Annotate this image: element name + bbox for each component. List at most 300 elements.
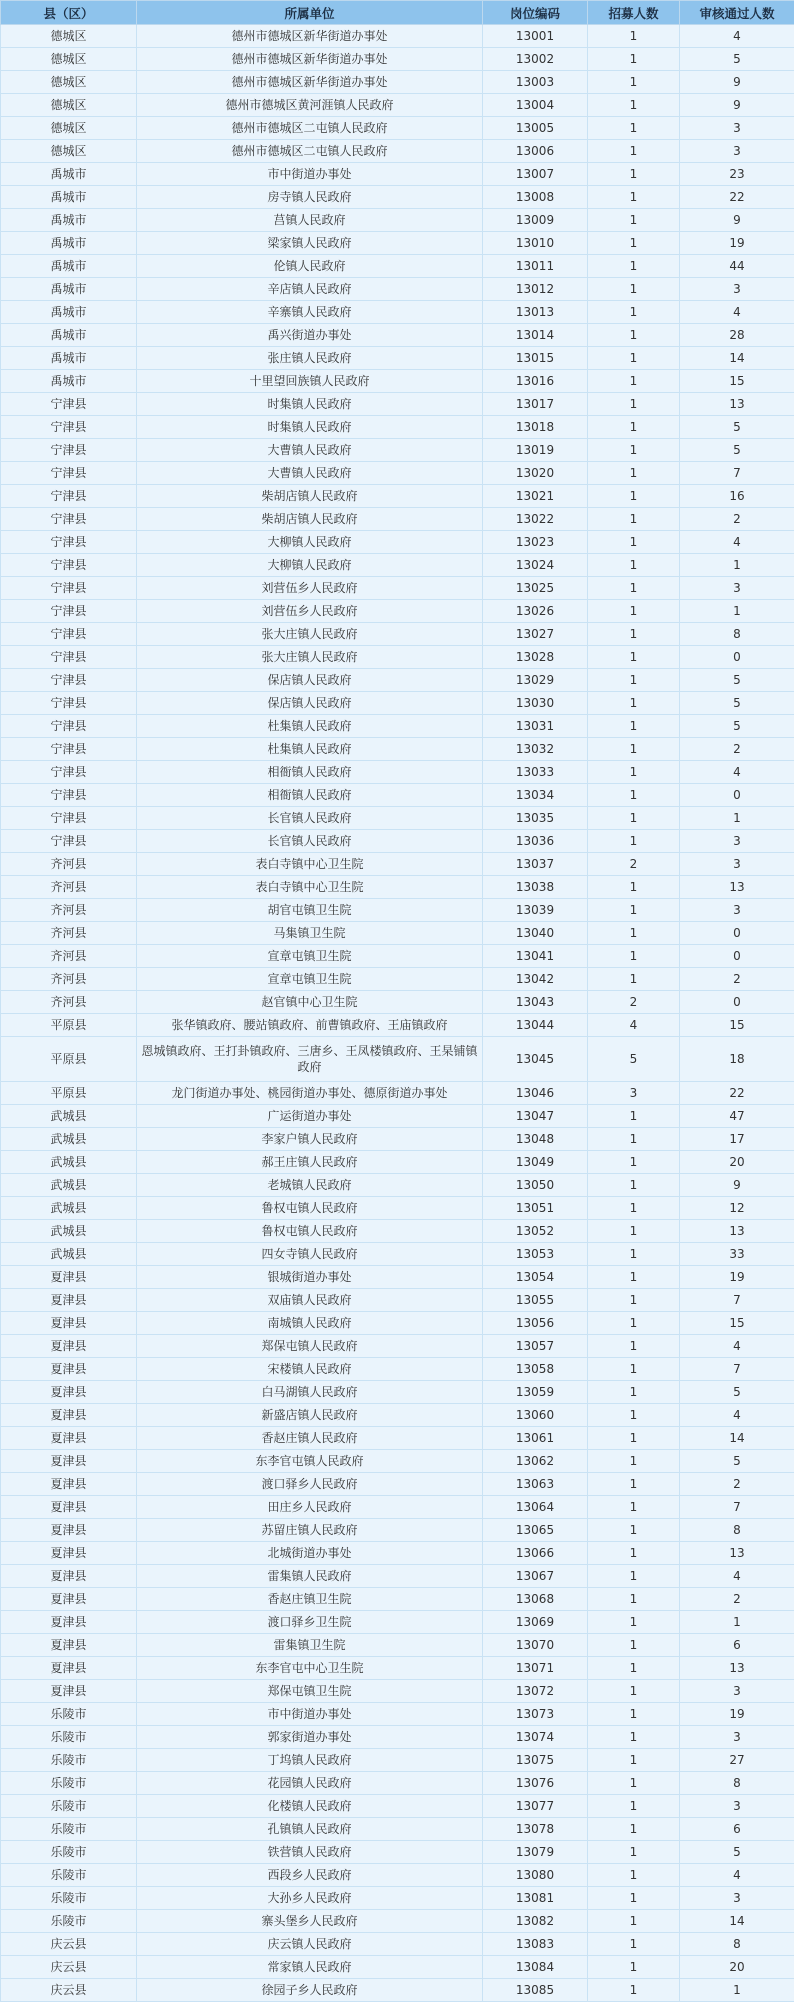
table-row [1, 25, 794, 48]
cell-approved-count: 4 [680, 25, 794, 48]
cell-post-code: 13040 [483, 922, 588, 945]
cell-approved-count: 19 [680, 1266, 794, 1289]
cell-recruit-count: 1 [588, 209, 680, 232]
cell-county: 夏津县 [1, 1404, 137, 1427]
cell-recruit-count: 1 [588, 577, 680, 600]
cell-county: 乐陵市 [1, 1795, 137, 1818]
table-row [1, 393, 794, 416]
cell-approved-count: 28 [680, 324, 794, 347]
cell-post-code: 13001 [483, 25, 588, 48]
cell-post-code: 13010 [483, 232, 588, 255]
cell-county: 禹城市 [1, 232, 137, 255]
cell-post-code: 13025 [483, 577, 588, 600]
table-row [1, 1197, 794, 1220]
cell-recruit-count: 1 [588, 600, 680, 623]
header-recruit-count: 招募人数 [588, 1, 680, 25]
cell-post-code: 13030 [483, 692, 588, 715]
cell-recruit-count: 1 [588, 531, 680, 554]
cell-unit: 禹兴街道办事处 [137, 324, 483, 347]
cell-unit: 大曹镇人民政府 [137, 439, 483, 462]
cell-approved-count: 14 [680, 1427, 794, 1450]
cell-county: 禹城市 [1, 186, 137, 209]
cell-post-code: 13083 [483, 1933, 588, 1956]
table-row [1, 600, 794, 623]
cell-recruit-count: 1 [588, 94, 680, 117]
cell-post-code: 13004 [483, 94, 588, 117]
cell-county: 夏津县 [1, 1680, 137, 1703]
cell-recruit-count: 1 [588, 1979, 680, 2002]
table-row [1, 1841, 794, 1864]
cell-county: 平原县 [1, 1082, 137, 1105]
cell-county: 武城县 [1, 1174, 137, 1197]
cell-county: 夏津县 [1, 1289, 137, 1312]
cell-approved-count: 0 [680, 922, 794, 945]
cell-unit: 长官镇人民政府 [137, 830, 483, 853]
table-row [1, 1910, 794, 1933]
table-row [1, 1335, 794, 1358]
table-row [1, 1473, 794, 1496]
cell-approved-count: 18 [680, 1037, 794, 1082]
table-row [1, 1312, 794, 1335]
table-row [1, 1726, 794, 1749]
cell-county: 宁津县 [1, 807, 137, 830]
cell-recruit-count: 1 [588, 301, 680, 324]
cell-recruit-count: 1 [588, 554, 680, 577]
table-row [1, 370, 794, 393]
cell-approved-count: 13 [680, 1542, 794, 1565]
cell-recruit-count: 1 [588, 1795, 680, 1818]
cell-unit: 郭家街道办事处 [137, 1726, 483, 1749]
cell-unit: 杜集镇人民政府 [137, 715, 483, 738]
cell-approved-count: 0 [680, 646, 794, 669]
cell-post-code: 13053 [483, 1243, 588, 1266]
cell-post-code: 13070 [483, 1634, 588, 1657]
cell-approved-count: 23 [680, 163, 794, 186]
cell-recruit-count: 1 [588, 1565, 680, 1588]
cell-unit: 香赵庄镇人民政府 [137, 1427, 483, 1450]
cell-post-code: 13009 [483, 209, 588, 232]
table-row [1, 1749, 794, 1772]
cell-approved-count: 8 [680, 1519, 794, 1542]
cell-approved-count: 13 [680, 1657, 794, 1680]
cell-county: 宁津县 [1, 439, 137, 462]
cell-post-code: 13017 [483, 393, 588, 416]
cell-county: 宁津县 [1, 416, 137, 439]
cell-unit: 田庄乡人民政府 [137, 1496, 483, 1519]
cell-county: 宁津县 [1, 830, 137, 853]
table-row [1, 347, 794, 370]
cell-unit: 刘营伍乡人民政府 [137, 600, 483, 623]
cell-post-code: 13073 [483, 1703, 588, 1726]
cell-unit: 双庙镇人民政府 [137, 1289, 483, 1312]
cell-recruit-count: 1 [588, 232, 680, 255]
table-row [1, 1887, 794, 1910]
cell-county: 齐河县 [1, 876, 137, 899]
cell-post-code: 13013 [483, 301, 588, 324]
cell-approved-count: 5 [680, 439, 794, 462]
cell-unit: 张大庄镇人民政府 [137, 646, 483, 669]
cell-unit: 四女寺镇人民政府 [137, 1243, 483, 1266]
cell-post-code: 13002 [483, 48, 588, 71]
cell-post-code: 13049 [483, 1151, 588, 1174]
table-row [1, 1404, 794, 1427]
cell-unit: 白马湖镇人民政府 [137, 1381, 483, 1404]
cell-county: 宁津县 [1, 600, 137, 623]
table-row [1, 1151, 794, 1174]
cell-post-code: 13038 [483, 876, 588, 899]
cell-recruit-count: 1 [588, 1910, 680, 1933]
cell-unit: 宣章屯镇卫生院 [137, 968, 483, 991]
cell-post-code: 13031 [483, 715, 588, 738]
cell-approved-count: 5 [680, 1450, 794, 1473]
cell-recruit-count: 1 [588, 48, 680, 71]
cell-post-code: 13076 [483, 1772, 588, 1795]
cell-recruit-count: 1 [588, 899, 680, 922]
table-row [1, 1289, 794, 1312]
cell-post-code: 13021 [483, 485, 588, 508]
cell-approved-count: 5 [680, 1381, 794, 1404]
cell-post-code: 13028 [483, 646, 588, 669]
cell-approved-count: 3 [680, 853, 794, 876]
cell-unit: 郑保屯镇人民政府 [137, 1335, 483, 1358]
table-row [1, 577, 794, 600]
table-row [1, 1611, 794, 1634]
table-row [1, 876, 794, 899]
cell-unit: 十里望回族镇人民政府 [137, 370, 483, 393]
cell-approved-count: 2 [680, 508, 794, 531]
cell-approved-count: 2 [680, 1588, 794, 1611]
cell-post-code: 13085 [483, 1979, 588, 2002]
table-row [1, 1519, 794, 1542]
cell-recruit-count: 1 [588, 1749, 680, 1772]
table-row [1, 1266, 794, 1289]
table-row [1, 715, 794, 738]
cell-approved-count: 19 [680, 232, 794, 255]
table-row [1, 117, 794, 140]
cell-county: 齐河县 [1, 968, 137, 991]
table-row [1, 301, 794, 324]
cell-recruit-count: 1 [588, 807, 680, 830]
cell-recruit-count: 1 [588, 1933, 680, 1956]
cell-approved-count: 1 [680, 807, 794, 830]
header-county: 县（区） [1, 1, 137, 25]
cell-recruit-count: 1 [588, 1956, 680, 1979]
cell-approved-count: 2 [680, 738, 794, 761]
cell-unit: 马集镇卫生院 [137, 922, 483, 945]
cell-unit: 徐园子乡人民政府 [137, 1979, 483, 2002]
table-row [1, 1795, 794, 1818]
cell-approved-count: 5 [680, 416, 794, 439]
cell-recruit-count: 1 [588, 1243, 680, 1266]
cell-post-code: 13033 [483, 761, 588, 784]
cell-post-code: 13026 [483, 600, 588, 623]
cell-approved-count: 3 [680, 278, 794, 301]
cell-approved-count: 14 [680, 347, 794, 370]
cell-county: 夏津县 [1, 1381, 137, 1404]
cell-county: 宁津县 [1, 669, 137, 692]
cell-approved-count: 17 [680, 1128, 794, 1151]
table-row [1, 71, 794, 94]
table-row [1, 1105, 794, 1128]
cell-county: 乐陵市 [1, 1749, 137, 1772]
cell-approved-count: 20 [680, 1956, 794, 1979]
cell-post-code: 13056 [483, 1312, 588, 1335]
cell-county: 宁津县 [1, 761, 137, 784]
cell-recruit-count: 1 [588, 1473, 680, 1496]
cell-unit: 新盛店镇人民政府 [137, 1404, 483, 1427]
cell-county: 乐陵市 [1, 1887, 137, 1910]
cell-county: 夏津县 [1, 1266, 137, 1289]
cell-post-code: 13035 [483, 807, 588, 830]
cell-post-code: 13079 [483, 1841, 588, 1864]
table-row [1, 1450, 794, 1473]
cell-county: 平原县 [1, 1037, 137, 1082]
cell-county: 夏津县 [1, 1312, 137, 1335]
cell-county: 宁津县 [1, 531, 137, 554]
table-row [1, 232, 794, 255]
cell-post-code: 13084 [483, 1956, 588, 1979]
cell-approved-count: 7 [680, 1496, 794, 1519]
cell-county: 齐河县 [1, 922, 137, 945]
cell-post-code: 13050 [483, 1174, 588, 1197]
cell-county: 禹城市 [1, 209, 137, 232]
cell-county: 齐河县 [1, 991, 137, 1014]
cell-unit: 郝王庄镇人民政府 [137, 1151, 483, 1174]
cell-approved-count: 8 [680, 1933, 794, 1956]
cell-approved-count: 19 [680, 1703, 794, 1726]
cell-approved-count: 22 [680, 186, 794, 209]
cell-unit: 辛店镇人民政府 [137, 278, 483, 301]
cell-unit: 张华镇政府、腰站镇政府、前曹镇政府、王庙镇政府 [137, 1014, 483, 1037]
cell-post-code: 13036 [483, 830, 588, 853]
table-row [1, 439, 794, 462]
cell-recruit-count: 1 [588, 669, 680, 692]
header-unit: 所属单位 [137, 1, 483, 25]
table-row [1, 991, 794, 1014]
cell-approved-count: 16 [680, 485, 794, 508]
cell-recruit-count: 1 [588, 945, 680, 968]
cell-county: 乐陵市 [1, 1772, 137, 1795]
cell-post-code: 13081 [483, 1887, 588, 1910]
cell-post-code: 13046 [483, 1082, 588, 1105]
cell-post-code: 13057 [483, 1335, 588, 1358]
cell-county: 乐陵市 [1, 1864, 137, 1887]
table-row [1, 1680, 794, 1703]
cell-county: 宁津县 [1, 715, 137, 738]
cell-county: 齐河县 [1, 945, 137, 968]
cell-county: 乐陵市 [1, 1726, 137, 1749]
cell-unit: 东李官屯镇人民政府 [137, 1450, 483, 1473]
cell-county: 武城县 [1, 1151, 137, 1174]
cell-unit: 保店镇人民政府 [137, 692, 483, 715]
cell-post-code: 13014 [483, 324, 588, 347]
cell-unit: 铁营镇人民政府 [137, 1841, 483, 1864]
cell-recruit-count: 1 [588, 462, 680, 485]
table-row [1, 1588, 794, 1611]
cell-post-code: 13045 [483, 1037, 588, 1082]
table-row [1, 1014, 794, 1037]
cell-post-code: 13063 [483, 1473, 588, 1496]
table-row [1, 1381, 794, 1404]
cell-recruit-count: 1 [588, 738, 680, 761]
cell-unit: 大柳镇人民政府 [137, 554, 483, 577]
table-row [1, 324, 794, 347]
cell-county: 宁津县 [1, 646, 137, 669]
cell-approved-count: 9 [680, 209, 794, 232]
cell-approved-count: 3 [680, 1795, 794, 1818]
cell-unit: 时集镇人民政府 [137, 393, 483, 416]
cell-post-code: 13051 [483, 1197, 588, 1220]
cell-post-code: 13066 [483, 1542, 588, 1565]
table-row [1, 968, 794, 991]
table-row [1, 761, 794, 784]
cell-approved-count: 4 [680, 1565, 794, 1588]
cell-recruit-count: 1 [588, 1358, 680, 1381]
cell-county: 禹城市 [1, 278, 137, 301]
cell-post-code: 13018 [483, 416, 588, 439]
cell-recruit-count: 1 [588, 1266, 680, 1289]
cell-county: 庆云县 [1, 1956, 137, 1979]
cell-recruit-count: 1 [588, 1289, 680, 1312]
cell-recruit-count: 1 [588, 1105, 680, 1128]
cell-approved-count: 1 [680, 1979, 794, 2002]
cell-county: 德城区 [1, 140, 137, 163]
cell-approved-count: 0 [680, 991, 794, 1014]
cell-approved-count: 9 [680, 71, 794, 94]
table-row [1, 1634, 794, 1657]
cell-recruit-count: 1 [588, 922, 680, 945]
cell-unit: 莒镇人民政府 [137, 209, 483, 232]
cell-unit: 郑保屯镇卫生院 [137, 1680, 483, 1703]
cell-recruit-count: 1 [588, 370, 680, 393]
cell-county: 齐河县 [1, 853, 137, 876]
cell-unit: 老城镇人民政府 [137, 1174, 483, 1197]
table-row [1, 1565, 794, 1588]
table-body [1, 25, 794, 2002]
cell-post-code: 13011 [483, 255, 588, 278]
cell-county: 庆云县 [1, 1933, 137, 1956]
cell-post-code: 13012 [483, 278, 588, 301]
cell-county: 武城县 [1, 1197, 137, 1220]
cell-recruit-count: 1 [588, 255, 680, 278]
cell-recruit-count: 1 [588, 1519, 680, 1542]
cell-approved-count: 5 [680, 692, 794, 715]
cell-approved-count: 4 [680, 761, 794, 784]
cell-unit: 张庄镇人民政府 [137, 347, 483, 370]
cell-unit: 雷集镇卫生院 [137, 1634, 483, 1657]
cell-county: 夏津县 [1, 1657, 137, 1680]
cell-approved-count: 44 [680, 255, 794, 278]
cell-county: 宁津县 [1, 393, 137, 416]
cell-approved-count: 3 [680, 1726, 794, 1749]
cell-recruit-count: 1 [588, 186, 680, 209]
cell-post-code: 13047 [483, 1105, 588, 1128]
cell-county: 乐陵市 [1, 1910, 137, 1933]
cell-recruit-count: 1 [588, 761, 680, 784]
cell-unit: 德州市德城区新华街道办事处 [137, 71, 483, 94]
cell-unit: 渡口驿乡卫生院 [137, 1611, 483, 1634]
cell-unit: 化楼镇人民政府 [137, 1795, 483, 1818]
cell-county: 夏津县 [1, 1450, 137, 1473]
cell-post-code: 13041 [483, 945, 588, 968]
cell-approved-count: 4 [680, 1404, 794, 1427]
cell-county: 宁津县 [1, 784, 137, 807]
cell-county: 夏津县 [1, 1496, 137, 1519]
cell-post-code: 13080 [483, 1864, 588, 1887]
table-row [1, 531, 794, 554]
cell-approved-count: 13 [680, 393, 794, 416]
header-approved-count: 审核通过人数 [680, 1, 794, 25]
cell-recruit-count: 1 [588, 1404, 680, 1427]
cell-county: 德城区 [1, 25, 137, 48]
cell-post-code: 13029 [483, 669, 588, 692]
table-row [1, 1220, 794, 1243]
cell-recruit-count: 1 [588, 1496, 680, 1519]
cell-unit: 大曹镇人民政府 [137, 462, 483, 485]
cell-recruit-count: 1 [588, 1703, 680, 1726]
cell-county: 禹城市 [1, 347, 137, 370]
table-row [1, 830, 794, 853]
table-row [1, 1956, 794, 1979]
cell-approved-count: 5 [680, 48, 794, 71]
cell-recruit-count: 1 [588, 692, 680, 715]
cell-county: 夏津县 [1, 1427, 137, 1450]
cell-county: 乐陵市 [1, 1818, 137, 1841]
cell-county: 夏津县 [1, 1611, 137, 1634]
cell-approved-count: 1 [680, 600, 794, 623]
cell-county: 德城区 [1, 48, 137, 71]
cell-county: 德城区 [1, 94, 137, 117]
cell-post-code: 13043 [483, 991, 588, 1014]
table-row [1, 1703, 794, 1726]
table-row [1, 508, 794, 531]
table-row [1, 140, 794, 163]
cell-unit: 时集镇人民政府 [137, 416, 483, 439]
table-row [1, 784, 794, 807]
table-row [1, 278, 794, 301]
table-row [1, 1864, 794, 1887]
cell-approved-count: 4 [680, 1864, 794, 1887]
cell-post-code: 13058 [483, 1358, 588, 1381]
cell-county: 宁津县 [1, 462, 137, 485]
cell-unit: 花园镇人民政府 [137, 1772, 483, 1795]
cell-unit: 市中街道办事处 [137, 163, 483, 186]
table-row [1, 416, 794, 439]
table-row [1, 623, 794, 646]
cell-county: 夏津县 [1, 1634, 137, 1657]
cell-recruit-count: 1 [588, 1726, 680, 1749]
cell-recruit-count: 3 [588, 1082, 680, 1105]
cell-approved-count: 3 [680, 117, 794, 140]
cell-unit: 西段乡人民政府 [137, 1864, 483, 1887]
cell-post-code: 13061 [483, 1427, 588, 1450]
cell-unit: 赵官镇中心卫生院 [137, 991, 483, 1014]
cell-approved-count: 15 [680, 1312, 794, 1335]
cell-recruit-count: 1 [588, 25, 680, 48]
cell-county: 德城区 [1, 71, 137, 94]
cell-recruit-count: 1 [588, 1128, 680, 1151]
cell-unit: 杜集镇人民政府 [137, 738, 483, 761]
cell-recruit-count: 1 [588, 968, 680, 991]
cell-approved-count: 27 [680, 1749, 794, 1772]
cell-approved-count: 3 [680, 577, 794, 600]
cell-unit: 银城街道办事处 [137, 1266, 483, 1289]
cell-post-code: 13071 [483, 1657, 588, 1680]
cell-approved-count: 33 [680, 1243, 794, 1266]
cell-post-code: 13016 [483, 370, 588, 393]
cell-post-code: 13077 [483, 1795, 588, 1818]
cell-recruit-count: 1 [588, 1335, 680, 1358]
